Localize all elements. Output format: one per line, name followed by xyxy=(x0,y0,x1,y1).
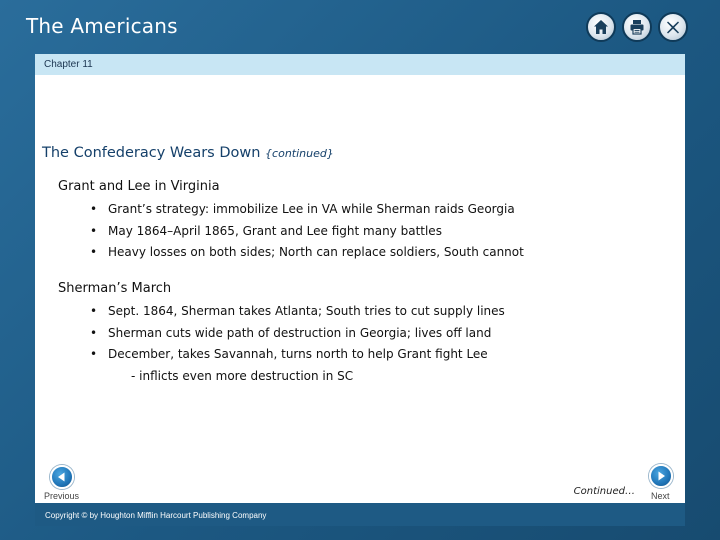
app-title: The Americans xyxy=(26,14,178,38)
copyright-footer: Copyright © by Houghton Mifflin Harcourt Publishing Company xyxy=(35,503,685,526)
bullet-item: • Grant’s strategy: immobilize Lee in VA while Sherman raids Georgia xyxy=(90,199,524,221)
slide-title-text: The Confederacy Wears Down xyxy=(42,145,261,161)
section-heading: Grant and Lee in Virginia xyxy=(58,179,220,194)
next-button[interactable] xyxy=(649,464,673,488)
bullet-item: • May 1864–April 1865, Grant and Lee fight many battles xyxy=(90,221,524,243)
continued-label: Continued… xyxy=(573,486,635,497)
bullet-item: • Heavy losses on both sides; North can replace soldiers, South cannot xyxy=(90,242,524,264)
section-grant-lee xyxy=(58,179,524,264)
sub-bullet-text: - inflicts even more destruction in SC xyxy=(131,368,354,383)
section-heading: Sherman’s March xyxy=(58,281,172,296)
arrow-right-icon xyxy=(655,470,667,482)
arrow-left-icon xyxy=(56,471,68,483)
close-icon xyxy=(664,18,682,36)
section-shermans-march xyxy=(58,281,505,387)
bullet-item: • Sherman cuts wide path of destruction in Georgia; lives off land xyxy=(90,323,505,345)
print-icon xyxy=(628,18,646,36)
bullet-item: • Sept. 1864, Sherman takes Atlanta; South tries to cut supply lines xyxy=(90,301,505,323)
bullet-list xyxy=(58,301,505,366)
toolbar xyxy=(586,12,688,42)
chapter-label: Chapter 11 xyxy=(35,54,685,75)
bullet-list xyxy=(58,199,524,264)
next-label[interactable]: Next xyxy=(651,491,670,501)
slide-title xyxy=(42,145,334,161)
previous-button[interactable] xyxy=(50,465,74,489)
print-button[interactable] xyxy=(622,12,652,42)
slide-title-suffix: {continued} xyxy=(265,147,334,160)
previous-label[interactable]: Previous xyxy=(44,491,80,501)
home-button[interactable] xyxy=(586,12,616,42)
home-icon xyxy=(592,18,610,36)
slide-content xyxy=(35,75,685,503)
bullet-item: • December, takes Savannah, turns north to help Grant fight Lee xyxy=(90,344,505,366)
close-button[interactable] xyxy=(658,12,688,42)
